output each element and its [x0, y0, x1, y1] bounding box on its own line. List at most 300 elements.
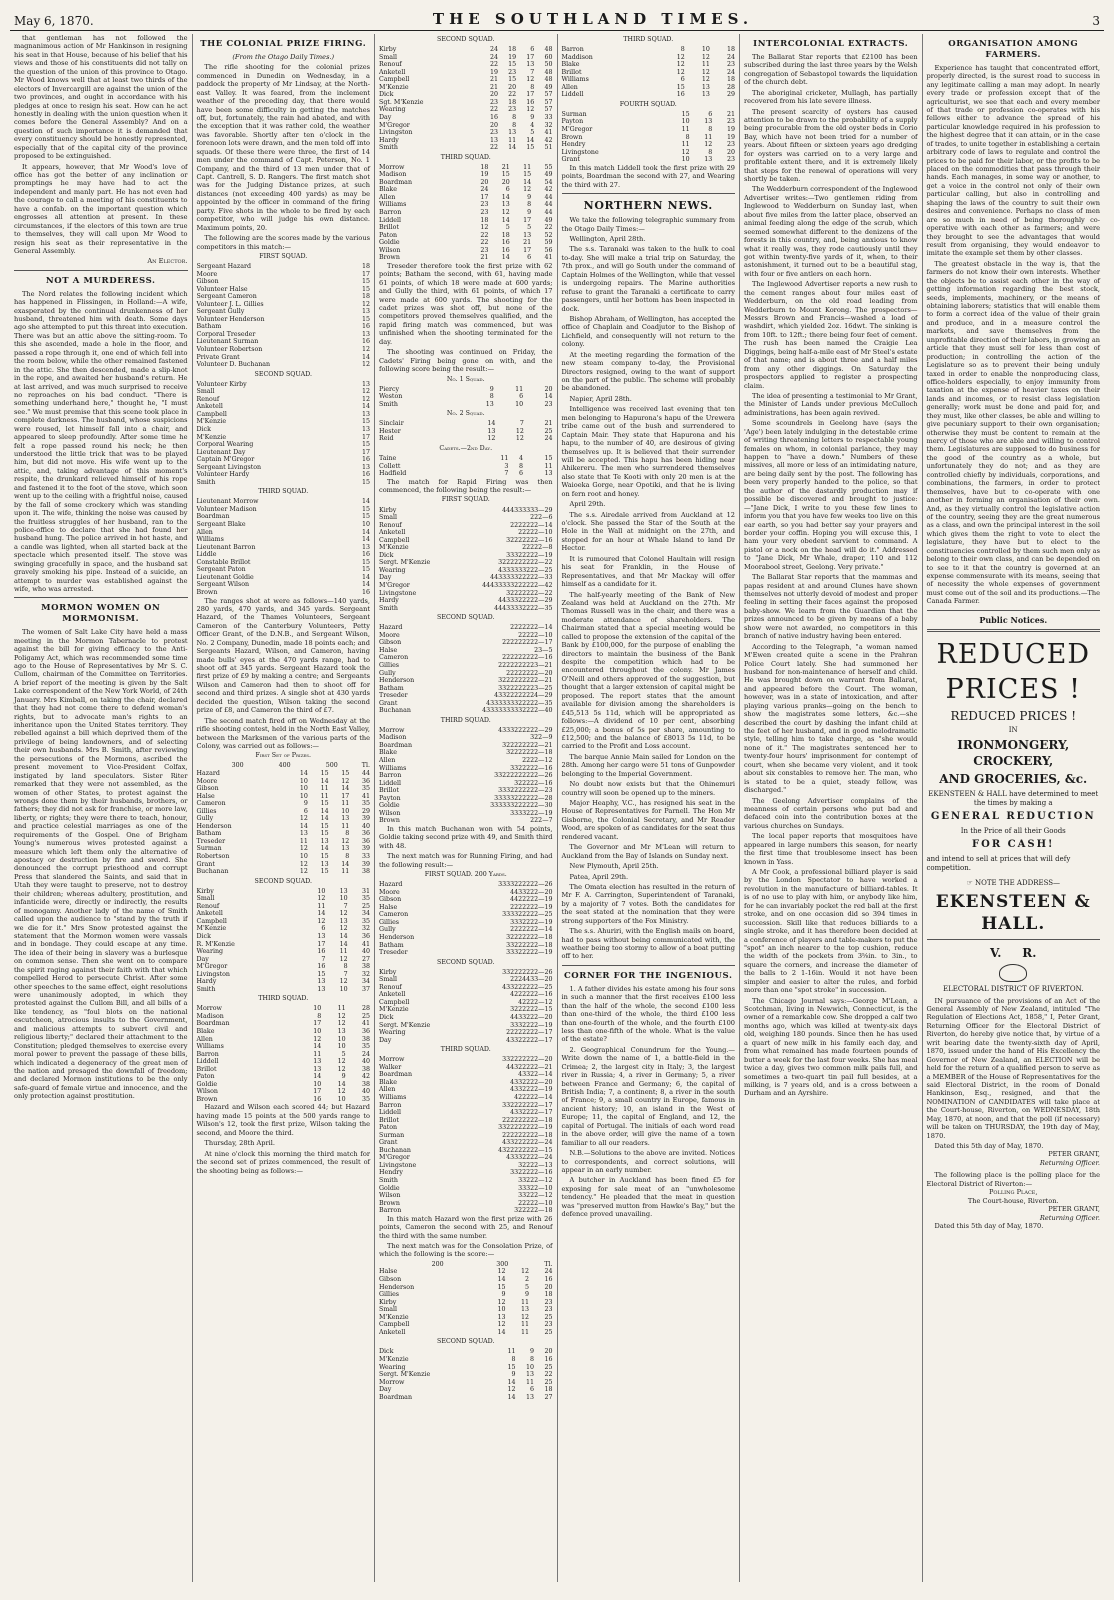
table-title: THIRD SQUAD.: [440, 716, 491, 724]
score-cell: 13: [341, 845, 350, 853]
paragraph: At the meeting regarding the formation of the new steam company to-day, the Provisional Directors resigned, owing to the want of support on the part of the public. The scheme will probably be abandoned.: [561, 350, 735, 393]
score-cell: 42: [544, 136, 553, 144]
score-cell: 14: [339, 932, 348, 940]
score-cell: 11: [520, 1321, 529, 1329]
table-row: [379, 780, 553, 788]
paragraph: April 29th.: [569, 500, 606, 509]
paragraph: The barque Annie Main sailed for London on the 28th. Among her cargo were 51 tons of Gunpowder belonging to the Imperial Government.: [561, 752, 735, 778]
competitor-name: Kirby: [196, 887, 214, 895]
score-cell: 60: [544, 53, 553, 61]
competitor-name: Barron: [379, 1101, 402, 1109]
score-cell: 4433322222—29: [498, 597, 553, 605]
competitor-name: Treseder: [379, 949, 408, 957]
table-row: [379, 727, 553, 735]
column-header: 300: [496, 1260, 509, 1268]
score-cell: 16: [317, 963, 326, 971]
score-cell: 14: [507, 1393, 516, 1401]
ad-subheadline: REDUCED PRICES !: [950, 709, 1077, 724]
table-row: [379, 69, 553, 77]
score-cell: 15: [361, 418, 370, 426]
table-row: [197, 456, 371, 464]
score-cell: 11: [339, 948, 348, 956]
score-cell: 25: [544, 1328, 553, 1336]
competitor-name: Renouf: [379, 983, 402, 991]
table-title: No. 2 Squad.: [446, 410, 485, 418]
competitor-name: Surman: [379, 1131, 405, 1139]
score-cell: 22: [489, 61, 498, 69]
score-cell: 10: [337, 1095, 346, 1103]
paragraph: According to the Telegraph, "a woman named M'Ewen created quite a scene in the Prahran Police Court lately. She had summoned her husband for non-maintenance of herself and child. He was brought down on warrant from Ballarat, and appeared before the Court. The woman, however, was in a state of intoxication, and after playing various pranks—going on the bench to show the magistrates some letters, &c.—she described the court by dashing the infant child at the feet of her husband, and in good melodramatic style, telling him to take charge, as "she would none of it." The magistrates sentenced her to twenty-four hours' imprisonment for contempt of court, when she became very violent, and it took about six constables to remove her. The man, who is stated to be a quiet, steady fellow, was discharged.": [744, 642, 918, 795]
table-row: [197, 434, 371, 442]
competitor-name: Grant: [561, 156, 580, 164]
table-row: [197, 529, 371, 537]
score-cell: 15: [320, 852, 329, 860]
score-cell: 14: [317, 910, 326, 918]
table-row: [379, 685, 553, 693]
competitor-name: Maddison: [561, 53, 593, 61]
competitor-name: Renouf: [379, 521, 402, 529]
competitor-name: Lieutenant Day: [196, 448, 246, 456]
table-row: [562, 91, 736, 99]
article-heading: MORMON WOMEN ON MORMONISM.: [41, 603, 161, 625]
score-cell: 18: [501, 231, 510, 239]
paragraph: 2. Geographical Conundrum for the Young.—Write down the name of 1, a battle-field in the Crimea; 2, the largest city in Italy; 3, the largest river in Russia; 4, a river in Germany; 5, a river between France and Germany; 6, the capital of British India; 7, a continent; 8, a river in the south of France; 9, a small country in Europe, famous in ancient history; 10, an island in the West of Europe; 11, the capital of England, and 12, the capital of Portugal. The initials of each word read in the above order, will give the name of a town familiar to all our readers.: [561, 1045, 735, 1147]
score-cell: 8: [489, 393, 494, 401]
table-row: [197, 559, 371, 567]
score-cell: 17: [341, 792, 350, 800]
score-table: [379, 455, 553, 478]
competitor-name: Payton: [561, 118, 584, 126]
table-row: [379, 1124, 553, 1132]
paragraph: The Chicago Journal says:—George M'Lean, a Scotchman, living in Newwich, Connecticut, is the owner of a remarkable cow. She dropped a calf two months ago, which was killed at twenty-six days old, weighing 180 pounds. Since then he has used a quart of new milk in his family each day, and from what remained has made fourteen pounds of butter a week for the last four weeks. She has meal twice a day, gives two common milk pails full, and sometimes a two-quart tin pail full besides, at a milking, is 7 years old, and is a cross between a Durham and an Ayrshire.: [744, 996, 918, 1098]
competitor-name: Dick: [379, 1013, 394, 1021]
score-cell: 33: [361, 852, 370, 860]
paragraph: It is rumoured that Colonel Haultain will resign his seat for Franklin, in the House of Representatives, and that Mr Mackay will offer himself as a candidate for it.: [561, 554, 735, 589]
score-cell: 43332222—24: [506, 1154, 553, 1162]
table-row: [197, 770, 371, 778]
competitor-name: Collett: [379, 462, 401, 470]
competitor-name: Anketell: [379, 529, 406, 537]
score-cell: 14: [507, 1378, 516, 1386]
table-row: [197, 521, 371, 529]
table-title: THIRD SQUAD.: [258, 488, 309, 496]
competitor-name: Volunteer Henderson: [196, 315, 265, 323]
score-cell: 10: [337, 1035, 346, 1043]
score-cell: 22222—10: [518, 631, 553, 639]
score-cell: 44: [544, 209, 553, 217]
paragraph: The women of Salt Lake City have held a mass meeting in the Mormon Tabernacle to protest against the bill for giving efficacy to the Anti-Poligamy Act, which was recommended some time ago to the House of Representatives by Mr S. C. Cullom, chairman of the Committee on Territories. A brief report of the meeting is given by the Salt Lake correspondent of the New York World, of 24th January. Mrs Kimball, on taking the chair, declared that they had not come there to defend woman's rights, but to advocate man's rights to an inheritance upon the United States territory. They rebelled against a bill which deprived them of the privilege of being landowners, and of selecting their own husbands. Mrs B. Smith, after reviewing the persecutions of the Mormons, ascribed the present movement to Vice-President Colfax, instigated by land speculators. Sister Riter remarked that they were not assembled, as the women of other States, to protest against the wrongs done them by their husbands, brothers, or fathers; they did not ask for franchise, or more law, liberty, or rights; they were there to teach, honour, and practice celestial marriages as one of the requirements of the Gospel. One of Brigham Young's numerous wives protested against a measure which left them only the alternative of apostacy or destruction by fire and sword. She denounced the corrupt priesthood and corrupt Press that slandered the Saints, and said that in Utah they were taught to preserve, not to destroy their children; whereas adultery, prostitution, and infanticide were, directly or indirectly, the results of monogamy. Another lady of the name of Smith called upon the audience to "stand by the truth if we die for it." Mrs Snow protested against the statement that the Mormon women were vassals and in bondage. They could escape at any time. The idea of their being in slavery was a burlesque on common sense. Then she went on to compare the spirit raging against their faith with that which compelled Herod to persecute Christ. After some other speeches to the same effect, eight resolutions were unanimously adopted, in which they protested against the Cullom Bill, and all bills of a like tendency, as "foul blots on the national escutcheon, atrocious insults to the Government, and malicious attempts to subvert civil and religious liberty;" declared their attachment to the Constitution; pledged themselves to exercise every moral power to prevent the passage of these bills, which indicated a degeneracy of the great men of the nation and presaged the downfall of freedom; and declared Mormon institutions to be the only safe-guard of female virtue and innocence, and the only protection against prostitution.: [14, 628, 188, 1101]
score-cell: 3222222222—21: [498, 677, 553, 685]
score-cell: 3333222222—26: [498, 881, 553, 889]
score-cell: 25: [361, 902, 370, 910]
score-cell: 23: [726, 156, 735, 164]
masthead: [10, 6, 1104, 31]
column-3: [375, 34, 558, 1582]
table-row: [379, 164, 553, 172]
score-cell: 14: [497, 1328, 506, 1336]
competitor-name: Barron: [561, 46, 584, 54]
table-title: THIRD SQUAD.: [623, 36, 674, 43]
score-cell: 15: [523, 171, 532, 179]
table-row: [197, 1005, 371, 1013]
table-row: [197, 323, 371, 331]
paragraph: Bishop Abraham, of Wellington, has accepted the office of Chaplain and Coadjutor to the Bishop of Lichfield, and consequently will not return to the colony.: [561, 314, 735, 349]
competitor-name: Livingston: [196, 970, 230, 978]
score-table: [379, 881, 553, 956]
competitor-name: Campbell: [379, 998, 410, 1006]
table-row: [562, 61, 736, 69]
score-cell: 11: [313, 1050, 322, 1058]
score-cell: 10: [299, 852, 308, 860]
score-cell: 43322222—17: [506, 1036, 553, 1044]
competitor-name: Gibson: [379, 1275, 402, 1283]
score-cell: 24: [480, 186, 489, 194]
competitor-name: Lieutenant Barron: [196, 543, 256, 551]
table-row: [379, 386, 553, 394]
score-cell: 12: [676, 61, 685, 69]
letter-signature: An Elector.: [147, 257, 188, 266]
article-body: [379, 262, 553, 374]
score-cell: 15: [341, 769, 350, 777]
score-cell: 36: [361, 777, 370, 785]
score-cell: 10: [701, 46, 710, 54]
score-table: [562, 111, 736, 164]
notice-heading: ELECTORAL DISTRICT OF RIVERTON.: [943, 984, 1084, 993]
paragraph: Some scoundrels in Geelong have (says the 'Age') been lately indulging in the detestable crime of writing threatening letters to respectable young females on whom, in colonial parlance, they may happen to "have a down." Numbers of these missives, all more or less of an intimidating nature, are being daily sent by the post. The following has been very properly handed to the police, so that the author of the dastardly production may if possible be discovered and brought to justice:—"Jane Dick, I write to you these few lines to inform you that you have few weeks too live on this ear earth, so you had better say your prayers and border your coffin. Hoping you will excuse this, I ham your very obedent sarvient to command. A pistol or a nock on the head will do it." Addressed to "Jane Dick, Mr Whale, draper, 110 and 112 Moorabool street, Geelong. Very private.": [744, 419, 918, 571]
table-row: [379, 1291, 553, 1299]
score-cell: 16: [361, 551, 370, 559]
table-row: [379, 1321, 553, 1329]
table-row: [197, 308, 371, 316]
score-cell: 12: [299, 860, 308, 868]
table-row: [379, 639, 553, 647]
competitor-name: Campbell: [196, 410, 227, 418]
score-cell: 27: [361, 955, 370, 963]
score-cell: 41: [361, 1020, 370, 1028]
score-cell: 14: [320, 777, 329, 785]
competitor-name: Sergeant Hazard: [196, 262, 252, 270]
score-cell: 44433332222—35: [494, 604, 553, 612]
table-row: [197, 1081, 371, 1089]
table-row: [379, 232, 553, 240]
score-cell: 13: [361, 410, 370, 418]
score-cell: 33: [544, 113, 553, 121]
table-row: [379, 1079, 553, 1087]
column-2: [193, 34, 376, 1582]
score-cell: 13: [320, 837, 329, 845]
competitor-name: Batham: [196, 830, 222, 838]
article-source: (From the Otago Daily Times.): [232, 52, 335, 61]
columns: [10, 34, 1104, 1582]
score-cell: 16: [313, 1095, 322, 1103]
score-cell: 12: [337, 1020, 346, 1028]
competitor-name: Kirby: [379, 1298, 397, 1306]
score-cell: 12: [520, 1268, 529, 1276]
table-row: [197, 933, 371, 941]
competitor-name: M'Kenzie: [379, 1355, 409, 1363]
competitor-name: Hester: [379, 427, 401, 435]
table-row: [379, 114, 553, 122]
score-cell: 11: [500, 454, 509, 462]
score-cell: 22222—10: [518, 1199, 553, 1207]
score-cell: 17: [361, 270, 370, 278]
paragraph: Hazard and Wilson each scored 44; but Hazard having made 15 points at the 500 yards range to Wilson's 12, took the first prize, Wilson taking the second, and Moore the third.: [196, 1103, 370, 1137]
competitor-name: Allen: [196, 528, 213, 536]
competitor-name: Smith: [379, 1176, 398, 1184]
score-cell: 10: [313, 1080, 322, 1088]
score-cell: 14: [299, 769, 308, 777]
score-cell: 13: [361, 463, 370, 471]
article-body: [379, 1215, 553, 1259]
table-row: [197, 316, 371, 324]
score-cell: 10: [525, 1363, 534, 1371]
score-cell: 15: [320, 800, 329, 808]
masthead-title: THE SOUTHLAND TIMES.: [432, 10, 754, 28]
polling-place-label: Polling Place,: [988, 1188, 1038, 1197]
score-cell: 48: [544, 76, 553, 84]
competitor-name: Volunteer J. L. Gillies: [196, 300, 264, 308]
score-cell: 56: [544, 246, 553, 254]
score-cell: 14: [313, 1043, 322, 1051]
competitor-name: Sergt. M'Kenzie: [379, 1021, 431, 1029]
competitor-name: Gibson: [379, 639, 402, 647]
paragraph: The Ballarat Star reports that £2100 has been subscribed during the last three years by the Welsh congregation of Sebastopol towards the liquidation of the church debt.: [744, 52, 918, 87]
article-body: [197, 597, 371, 751]
score-cell: 15: [361, 478, 370, 486]
table-row: [197, 1043, 371, 1051]
table-title: SECOND SQUAD.: [254, 877, 312, 885]
table-row: [379, 61, 553, 69]
table-row: [379, 999, 553, 1007]
table-row: [197, 778, 371, 786]
competitor-name: Dick: [379, 1348, 394, 1356]
score-cell: 12: [299, 868, 308, 876]
score-cell: 13: [339, 887, 348, 895]
table-title: SECOND SQUAD.: [254, 370, 312, 378]
table-row: [197, 830, 371, 838]
table-row: [379, 1037, 553, 1045]
section-heading: Public Notices.: [979, 614, 1048, 625]
score-cell: 18: [508, 98, 517, 106]
score-cell: 37: [361, 985, 370, 993]
competitor-name: Smith: [196, 985, 216, 993]
score-cell: 49: [544, 216, 553, 224]
score-cell: 14: [320, 815, 329, 823]
competitor-name: Sergeant Blake: [196, 521, 246, 529]
table-row: [197, 853, 371, 861]
score-cell: 15: [320, 769, 329, 777]
competitor-name: Halse: [379, 646, 398, 654]
table-row: [379, 559, 553, 567]
table-row: [379, 428, 553, 436]
score-cell: 57: [544, 106, 553, 114]
paragraph: 1. A father divides his estate among his four sons in such a manner that the first receives £100 less than the half of the whole, the second £100 less than one-third of the whole, the third £100 less than one-fourth of the whole, and the fourth £100 less than one-fifth of the whole. What is the value of the estate?: [561, 984, 735, 1044]
score-cell: 12: [317, 895, 326, 903]
table-row: [197, 1036, 371, 1044]
score-cell: 12: [361, 388, 370, 396]
paragraph: It appears, however, that Mr Wood's love of office has got the better of any inclination or promptings he may have had to act the independent and manly part. He has not even had the courage to call a meeting of his constituents to have a confab. on the important question which engrosses all attention at present. In these circumstances, if the electors of this town are true to themselves, they will call upon Mr Wood to resign his seat as their representative in the General Assembly.: [14, 162, 188, 255]
table-row: [379, 881, 553, 889]
divider: [927, 629, 1101, 632]
score-cell: 22222—10: [518, 529, 553, 537]
table-row: [379, 1139, 553, 1147]
competitor-name: Renouf: [196, 902, 220, 910]
competitor-name: Allen: [196, 1035, 213, 1043]
competitor-name: Anketell: [196, 403, 223, 411]
table-row: [379, 420, 553, 428]
column-header: Tl.: [544, 1260, 553, 1268]
table-row: [379, 254, 553, 262]
score-cell: 16: [676, 91, 685, 99]
score-cell: 20: [544, 1348, 553, 1356]
score-table: [379, 46, 553, 152]
score-cell: 25: [544, 427, 553, 435]
competitor-name: Smith: [196, 478, 216, 486]
table-row: [562, 54, 736, 62]
article-heading: INTERCOLONIAL EXTRACTS.: [753, 39, 909, 49]
table-row: [197, 396, 371, 404]
score-cell: 8: [708, 148, 713, 156]
competitor-name: Wearing: [379, 1363, 406, 1371]
score-cell: 6: [303, 807, 308, 815]
score-cell: 22222222—17: [506, 1029, 553, 1037]
paragraph: N.B.—Solutions to the above are invited. Notices to correspondents, and correct solutions, will appear in an early number.: [561, 1149, 735, 1174]
competitor-name: M'Kenzie: [196, 925, 227, 933]
score-cell: 12: [480, 224, 489, 232]
score-cell: 2222222—14: [510, 521, 553, 529]
competitor-name: Liddle: [196, 551, 217, 559]
competitor-name: Liddell: [379, 216, 402, 224]
score-cell: 15: [361, 285, 370, 293]
score-cell: 12: [526, 106, 535, 114]
score-cell: 17: [361, 448, 370, 456]
score-cell: 12: [341, 837, 350, 845]
table-row: [197, 263, 371, 271]
competitor-name: Williams: [379, 764, 407, 772]
score-cell: 12: [337, 1065, 346, 1073]
table-row: [379, 1371, 553, 1379]
competitor-name: Campbell: [379, 536, 410, 544]
score-cell: 16: [317, 948, 326, 956]
table-title: FIRST SQUAD.: [441, 496, 490, 504]
score-cell: 43322—14: [518, 1071, 553, 1079]
divider: [927, 610, 1101, 611]
column-6: [923, 34, 1105, 1582]
article-body: [14, 628, 188, 1101]
article-body: [562, 164, 736, 189]
score-cell: 13: [313, 1058, 322, 1066]
competitor-name: Henderson: [379, 934, 415, 942]
score-cell: 4332222—19: [510, 1086, 553, 1094]
competitor-name: Buchanan: [379, 1146, 411, 1154]
competitor-name: Allen: [561, 83, 578, 91]
score-cell: 18: [544, 1386, 553, 1394]
table-row: [562, 111, 736, 119]
score-cell: 10: [313, 1028, 322, 1036]
score-cell: 44: [544, 201, 553, 209]
score-cell: 7: [321, 955, 326, 963]
score-cell: 32222222—18: [506, 749, 553, 757]
score-cell: 23: [489, 98, 498, 106]
ad-text: IN: [1008, 726, 1018, 735]
score-cell: 9: [501, 1291, 506, 1299]
table-row: [379, 122, 553, 130]
table-row: [379, 179, 553, 187]
competitor-name: Lieutenant Goldie: [196, 573, 254, 581]
score-cell: 3332222—19: [510, 1021, 553, 1029]
table-row: [197, 426, 371, 434]
table-row: [562, 69, 736, 77]
score-cell: 48: [544, 46, 553, 54]
competitor-name: Moore: [379, 631, 400, 639]
score-cell: 22: [508, 91, 517, 99]
competitor-name: Corporal Wearing: [196, 441, 254, 449]
score-table: [379, 1268, 553, 1336]
score-cell: 16: [501, 239, 510, 247]
notice-date: Dated this 5th day of May, 1870.: [934, 1142, 1044, 1151]
competitor-name: Sinclair: [379, 420, 404, 428]
paragraph: The following are the scores made by the various competitors in this match:—: [196, 234, 370, 251]
table-row: [379, 734, 553, 742]
score-cell: 12: [317, 917, 326, 925]
score-cell: 12: [523, 186, 532, 194]
table-header-row: [197, 762, 371, 770]
score-cell: 10: [337, 1043, 346, 1051]
score-cell: 14: [526, 136, 535, 144]
competitor-name: Livingstone: [379, 1161, 417, 1169]
ad-note-text: NOTE THE ADDRESS—: [974, 878, 1061, 887]
score-cell: 17: [526, 91, 535, 99]
competitor-name: Morrow: [196, 1005, 222, 1013]
polling-intro: The following place is the polling place for the Electoral District of Riverton:—: [926, 1171, 1100, 1188]
competitor-name: Brillot: [561, 68, 582, 76]
competitor-name: Allen: [379, 193, 396, 201]
competitor-name: Gillies: [379, 661, 400, 669]
table-row: [197, 868, 371, 876]
score-table: [379, 164, 553, 262]
competitor-name: Day: [379, 1036, 392, 1044]
score-cell: 23: [726, 118, 735, 126]
score-cell: 14: [361, 536, 370, 544]
competitor-name: Sgt. M'Kenzie: [379, 98, 424, 106]
score-cell: 14: [508, 144, 517, 152]
score-cell: 39: [361, 860, 370, 868]
score-cell: 23: [480, 246, 489, 254]
score-cell: 8: [511, 1355, 516, 1363]
score-cell: 16: [361, 456, 370, 464]
score-cell: 333333222222—30: [490, 802, 553, 810]
notice-signer: PETER GRANT,: [1048, 1150, 1100, 1159]
table-row: [379, 624, 553, 632]
score-cell: 41: [361, 940, 370, 948]
competitor-name: Small: [379, 53, 398, 61]
competitor-name: Brown: [196, 588, 218, 596]
competitor-name: Surman: [196, 845, 222, 853]
score-cell: 34: [361, 978, 370, 986]
competitor-name: Hardy: [379, 597, 399, 605]
competitor-name: Gillies: [196, 807, 217, 815]
score-cell: 12: [337, 1058, 346, 1066]
score-cell: 222—6: [530, 514, 553, 522]
table-row: [197, 978, 371, 986]
competitor-name: Wilson: [379, 246, 401, 254]
table-row: [379, 692, 553, 700]
table-title: FIRST SQUAD.: [259, 252, 308, 260]
score-table: [197, 498, 371, 596]
table-row: [379, 765, 553, 773]
table-row: [379, 817, 553, 825]
table-row: [197, 338, 371, 346]
